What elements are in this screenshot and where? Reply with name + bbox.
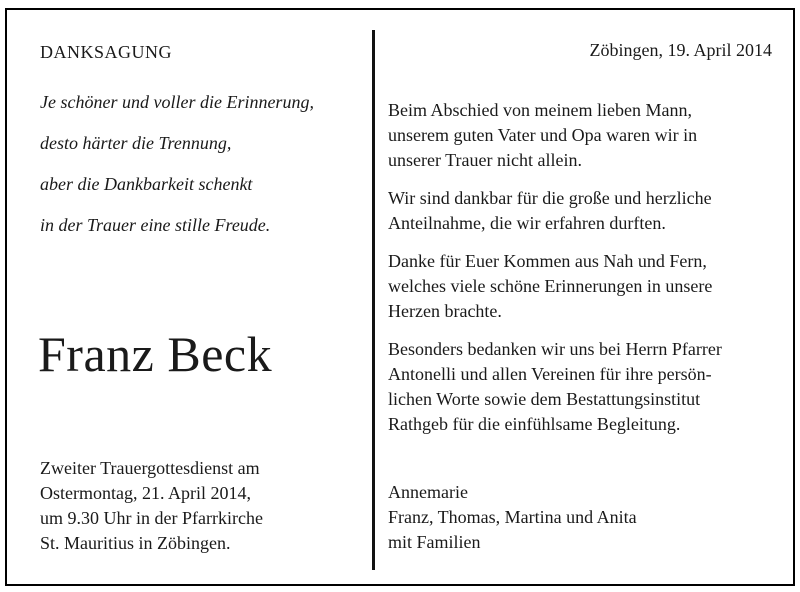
heading: DANKSAGUNG [40, 42, 173, 62]
signature [388, 480, 637, 555]
poem-line: in der Trauer eine stille Freude. [40, 215, 271, 235]
service-line: um 9.30 Uhr in der Pfarrkirche [40, 508, 263, 528]
poem-line: Je schöner und voller die Erinnerung, [40, 92, 314, 112]
service-info [40, 456, 370, 556]
thanks-text [388, 98, 778, 450]
service-line: St. Mauritius in Zöbingen. [40, 533, 231, 553]
column-divider [372, 30, 375, 570]
text-line: unserer Trauer nicht allein. [388, 150, 582, 170]
poem [40, 90, 370, 254]
text-line: Antonelli und allen Vereinen für ihre persön- [388, 364, 712, 384]
text-line: Besonders bedanken wir uns bei Herrn Pfarrer [388, 339, 722, 359]
text-line: Wir sind dankbar für die große und herzliche [388, 188, 712, 208]
signature-line: Franz, Thomas, Martina und Anita [388, 507, 637, 527]
text-line: Herzen brachte. [388, 301, 502, 321]
paragraph [388, 249, 778, 324]
text-line: welches viele schöne Erinnerungen in unsere [388, 276, 713, 296]
paragraph [388, 337, 778, 437]
deceased-name: Franz Beck [38, 326, 273, 382]
place-date: Zöbingen, 19. April 2014 [589, 40, 772, 60]
poem-line: desto härter die Trennung, [40, 133, 232, 153]
paragraph [388, 98, 778, 173]
text-line: lichen Worte sowie dem Bestattungsinstitut [388, 389, 701, 409]
paragraph [388, 186, 778, 236]
service-line: Zweiter Trauergottesdienst am [40, 458, 260, 478]
text-line: Anteilnahme, die wir erfahren durften. [388, 213, 666, 233]
left-column [40, 40, 360, 64]
text-line: Danke für Euer Kommen aus Nah und Fern, [388, 251, 707, 271]
poem-line: aber die Dankbarkeit schenkt [40, 174, 253, 194]
signature-line: Annemarie [388, 482, 468, 502]
text-line: Rathgeb für die einfühlsame Begleitung. [388, 414, 681, 434]
service-line: Ostermontag, 21. April 2014, [40, 483, 251, 503]
text-line: Beim Abschied von meinem lieben Mann, [388, 100, 692, 120]
text-line: unserem guten Vater und Opa waren wir in [388, 125, 698, 145]
signature-line: mit Familien [388, 532, 481, 552]
